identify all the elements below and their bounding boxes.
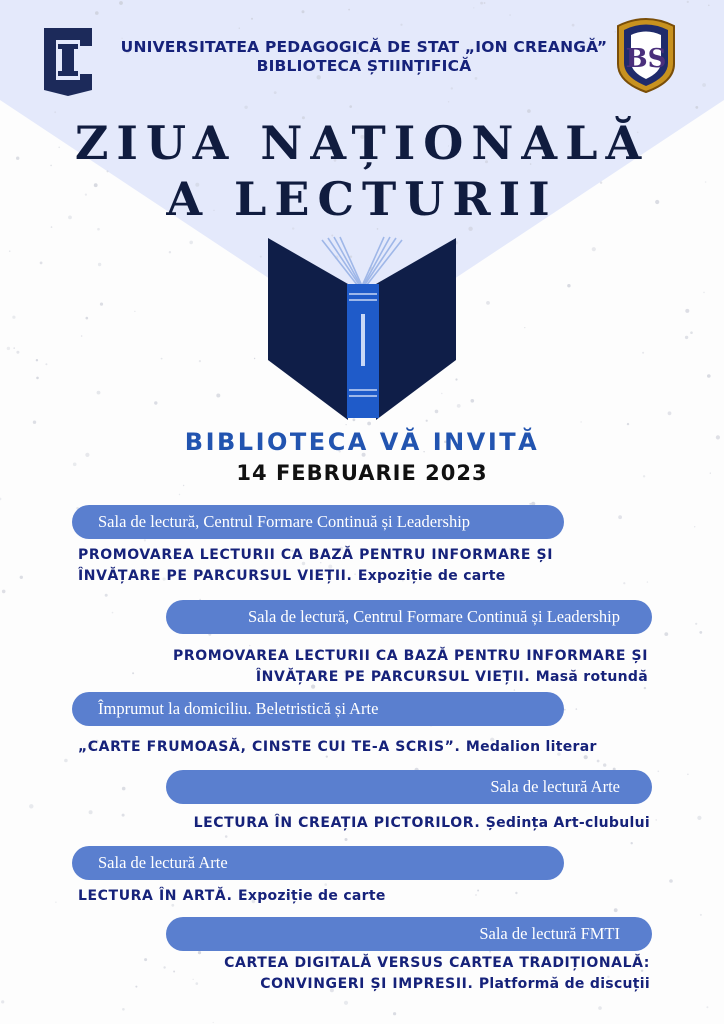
- event-location-pill: Sala de lectură, Centrul Formare Continuă și Leadership: [72, 505, 564, 539]
- event-format: Platformă de discuții: [478, 976, 650, 992]
- event-date: 14 FEBRUARIE 2023: [236, 461, 488, 485]
- event-format: Expoziție de carte: [238, 888, 386, 904]
- library-name: BIBLIOTECA ȘTIINȚIFICĂ: [256, 57, 472, 75]
- event-title-line: PROMOVAREA LECTURII CA BAZĂ PENTRU INFORMARE ȘI: [172, 648, 648, 664]
- event-title-line: CARTEA DIGITALĂ VERSUS CARTEA TRADIȚIONALĂ:: [224, 955, 650, 971]
- event-location-pill: Sala de lectură Arte: [166, 770, 652, 804]
- event-format: Medalion literar: [465, 739, 597, 755]
- event-format: Masă rotundă: [535, 669, 648, 685]
- event-title-line: ÎNVĂȚARE PE PARCURSUL VIEȚII.: [78, 568, 353, 584]
- event-description: [78, 737, 597, 758]
- event-title-line: ÎNVĂȚARE PE PARCURSUL VIEȚII.: [255, 669, 531, 685]
- invitation-heading: BIBLIOTECA VĂ INVITĂ: [184, 428, 540, 456]
- open-book-illustration-icon: [262, 232, 462, 422]
- event-description: [78, 886, 386, 907]
- seal-letters: BS: [625, 44, 667, 74]
- event-title-line: CONVINGERI ȘI IMPRESII.: [260, 976, 474, 992]
- event-title-line: LECTURA ÎN ARTĂ.: [78, 888, 233, 904]
- event-location-pill: Sala de lectură FMTI: [166, 917, 652, 951]
- university-logo-icon: [40, 24, 96, 96]
- page-title-line2: A LECTURII: [166, 172, 558, 226]
- event-title-line: „CARTE FRUMOASĂ, CINSTE CUI TE-A SCRIS”.: [78, 739, 461, 755]
- event-description: [194, 813, 650, 834]
- event-description: [224, 953, 650, 995]
- event-location-pill: Sala de lectură, Centrul Formare Continuă și Leadership: [166, 600, 652, 634]
- event-location-pill: Împrumut la domiciliu. Beletristică și Arte: [72, 692, 564, 726]
- university-name: UNIVERSITATEA PEDAGOGICĂ DE STAT „ION CREANGĂ”: [120, 38, 608, 56]
- university-header: [104, 38, 624, 76]
- event-description: [173, 646, 648, 688]
- event-description: [78, 545, 553, 587]
- event-format: Ședința Art-clubului: [485, 815, 650, 831]
- page-title-line1: ZIUA NAȚIONALĂ: [74, 116, 650, 170]
- event-format: Expoziție de carte: [357, 568, 506, 584]
- event-title-line: PROMOVAREA LECTURII CA BAZĂ PENTRU INFORMARE ȘI: [78, 547, 554, 563]
- event-location-pill: Sala de lectură Arte: [72, 846, 564, 880]
- event-title-line: LECTURA ÎN CREAȚIA PICTORILOR.: [193, 815, 481, 831]
